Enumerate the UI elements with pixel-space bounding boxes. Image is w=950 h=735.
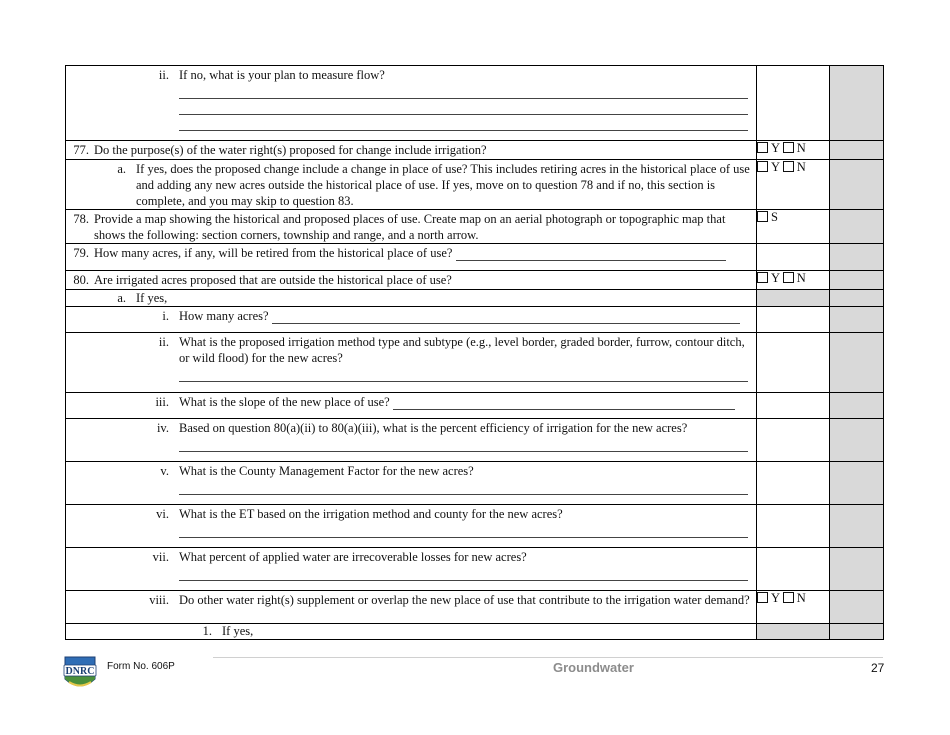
question-number: a. <box>117 162 126 176</box>
table-row <box>66 307 884 333</box>
question-text: If yes, <box>222 624 254 638</box>
item-number: 1. <box>202 624 212 638</box>
table-row <box>66 333 884 393</box>
dnrc-logo <box>61 655 99 691</box>
item-number: iii. <box>155 395 169 409</box>
answer-line[interactable] <box>179 83 748 99</box>
page-footer <box>0 650 950 710</box>
question-text: If yes, <box>136 291 168 305</box>
answer-line[interactable] <box>393 397 735 410</box>
answer-line[interactable] <box>179 436 748 452</box>
item-number: v. <box>160 464 169 478</box>
table-row: 78. Provide a map showing the historical and proposed places of use. Create map on an aerial photograph or topographic map that shows the following: section corners, township and range, and a north arrow. S <box>66 210 884 244</box>
answer-line[interactable] <box>179 366 748 382</box>
footer-divider <box>213 657 883 658</box>
question-text: What is the ET based on the irrigation method and county for the new acres? <box>179 507 563 521</box>
table-row <box>66 548 884 591</box>
table-row <box>66 393 884 419</box>
table-row <box>66 505 884 548</box>
question-text: Based on question 80(a)(ii) to 80(a)(iii), what is the percent efficiency of irrigation for the new acres? <box>179 421 688 435</box>
answer-line[interactable] <box>456 248 726 261</box>
question-text: Are irrigated acres proposed that are outside the historical place of use? <box>94 273 452 287</box>
table-row <box>66 462 884 505</box>
section-title: Groundwater <box>553 660 634 675</box>
yes-checkbox[interactable] <box>757 161 768 172</box>
table-row <box>66 244 884 271</box>
question-text: Do other water right(s) supplement or overlap the new place of use that contribute to the irrigation water demand? <box>179 593 750 607</box>
yes-checkbox[interactable] <box>757 142 768 153</box>
item-number: viii. <box>149 593 169 607</box>
question-text: What is the County Management Factor for the new acres? <box>179 464 474 478</box>
page-number: 27 <box>871 661 885 675</box>
question-text: What is the proposed irrigation method type and subtype (e.g., level border, graded border, furrow, contour ditch, or wild flood) for the new acres? <box>179 335 745 365</box>
question-text: If yes, does the proposed change include a change in place of use? This includes retiring acres in the historical place of use and adding any new acres outside the historical place of use. If yes, move on to question 78 and if no, this section is complete, and you may skip to question 83. <box>136 162 750 208</box>
submitted-checkbox[interactable] <box>757 211 768 222</box>
yes-checkbox[interactable] <box>757 272 768 283</box>
table-row <box>66 66 884 141</box>
no-checkbox[interactable] <box>783 272 794 283</box>
item-number: ii. <box>158 68 169 82</box>
question-text: Do the purpose(s) of the water right(s) proposed for change include irrigation? <box>94 143 487 157</box>
form-table <box>65 65 884 640</box>
item-number: vii. <box>152 550 169 564</box>
question-text: Provide a map showing the historical and proposed places of use. Create map on an aerial photograph or topographic map that shows the following: section corners, township and range, and a north arrow. <box>94 212 726 242</box>
answer-line[interactable] <box>179 565 748 581</box>
no-checkbox[interactable] <box>783 161 794 172</box>
question-number: a. <box>117 291 126 305</box>
no-checkbox[interactable] <box>783 592 794 603</box>
question-text: How many acres? <box>179 309 269 323</box>
question-text: If no, what is your plan to measure flow? <box>179 68 385 82</box>
table-row: 80. Are irrigated acres proposed that are outside the historical place of use? Y N <box>66 271 884 290</box>
table-row <box>66 419 884 462</box>
no-checkbox[interactable] <box>783 142 794 153</box>
table-row <box>66 624 884 640</box>
item-number: vi. <box>156 507 169 521</box>
svg-text:DNRC: DNRC <box>65 666 95 677</box>
question-number: 79. <box>73 246 89 260</box>
item-number: iv. <box>156 421 169 435</box>
table-row: viii. Do other water right(s) supplement or overlap the new place of use that contribute to the irrigation water demand? Y N <box>66 591 884 624</box>
form-number: Form No. 606P <box>107 661 175 672</box>
table-row: a. If yes, does the proposed change include a change in place of use? This includes retiring acres in the historical place of use and adding any new acres outside the historical place of use. If yes, move on to question 78 and if no, this section is complete, and you may skip to question 83. Y N <box>66 160 884 210</box>
answer-line[interactable] <box>272 311 740 324</box>
answer-line[interactable] <box>179 522 748 538</box>
table-row <box>66 290 884 307</box>
question-number: 77. <box>73 143 89 157</box>
question-text: What is the slope of the new place of use? <box>179 395 390 409</box>
question-text: What percent of applied water are irrecoverable losses for new acres? <box>179 550 527 564</box>
answer-line[interactable] <box>179 115 748 131</box>
question-number: 78. <box>73 212 89 226</box>
item-number: ii. <box>158 335 169 349</box>
yes-checkbox[interactable] <box>757 592 768 603</box>
answer-line[interactable] <box>179 99 748 115</box>
question-text: How many acres, if any, will be retired from the historical place of use? <box>94 246 453 260</box>
question-number: 80. <box>73 273 89 287</box>
answer-line[interactable] <box>179 479 748 495</box>
table-row: 77. Do the purpose(s) of the water right(s) proposed for change include irrigation? Y N <box>66 141 884 160</box>
item-number: i. <box>162 309 169 323</box>
